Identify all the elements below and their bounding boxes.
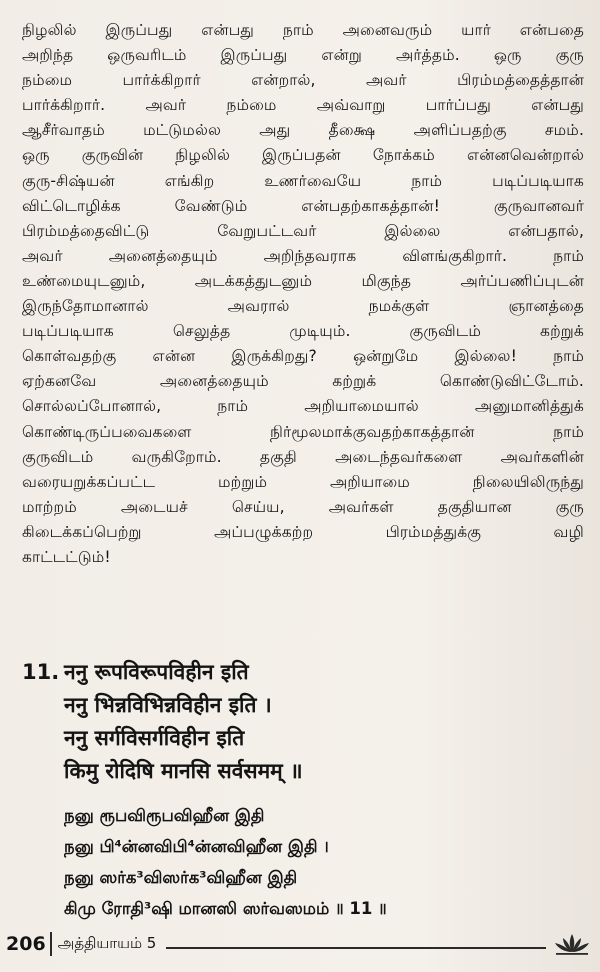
transliteration-line: நனு பி⁴ன்னவிபி⁴ன்னவிஹீன இதி । bbox=[64, 837, 329, 856]
prose-line: இருந்தோமானால் அவரால் நமக்குள் ஞானத்தை bbox=[22, 297, 584, 316]
footer-rule bbox=[166, 947, 546, 949]
verse-line bbox=[22, 722, 582, 755]
prose-line: ஆசீர்வாதம் மட்டுமல்ல அது தீக்ஷை அளிப்பதற்கு சமம். bbox=[22, 121, 584, 140]
verse-line-text: किमु रोदिषि मानसि सर्वसमम् ॥ bbox=[64, 759, 303, 783]
verse-line-text: ननु रूपविरूपविहीन इति bbox=[64, 660, 249, 684]
prose-line: ஒரு குருவின் நிழலில் இருப்பதன் நோக்கம் என்னவென்றால் bbox=[22, 146, 584, 165]
verse-line bbox=[22, 755, 582, 788]
prose-line: பார்க்கிறார். அவர் நம்மை அவ்வாறு பார்ப்பது என்பது bbox=[22, 96, 584, 115]
prose-line: பிரம்மத்தைவிட்டு வேறுபட்டவர் இல்லை என்பதால், bbox=[22, 221, 584, 240]
transliteration-line: கிமு ரோதி³ஷி மானஸி ஸர்வஸமம் ॥ 11 ॥ bbox=[64, 899, 387, 918]
tamil-transliteration bbox=[64, 800, 584, 924]
page-footer bbox=[6, 929, 594, 959]
prose-line: கொண்டிருப்பவைகளை நிர்மூலமாக்குவதற்காகத்தான் நாம் bbox=[22, 422, 584, 441]
prose-line: நிழலில் இருப்பது என்பது நாம் அனைவரும் யார் என்பதை bbox=[22, 21, 584, 39]
prose-line: குரு-சிஷ்யன் எங்கிற உணர்வையே நாம் படிப்படியாக bbox=[22, 171, 584, 190]
prose-line: நம்மை பார்க்கிறார் என்றால், அவர் பிரம்மத்தைத்தான் bbox=[22, 71, 584, 90]
prose-line: அறிந்த ஒருவரிடம் இருப்பது என்று அர்த்தம். ஒரு குரு bbox=[22, 46, 584, 65]
prose-line: அவர் அனைத்தையும் அறிந்தவராக விளங்குகிறார். நாம் bbox=[22, 246, 584, 265]
transliteration-line: நனு ஸர்க³விஸர்க³விஹீன இதி bbox=[64, 868, 298, 887]
sanskrit-verse bbox=[22, 656, 582, 788]
prose-line: ஏற்கனவே அனைத்தையும் கற்றுக் கொண்டுவிட்டோம். bbox=[22, 372, 584, 391]
chapter-label: அத்தியாயம் 5 bbox=[57, 934, 157, 952]
transliteration-line: நனு ரூபவிரூபவிஹீன இதி bbox=[64, 806, 265, 825]
verse-line-text: ननु सर्गविसर्गविहीन इति bbox=[64, 726, 245, 750]
prose-line: படிப்படியாக செலுத்த முடியும். குருவிடம் கற்றுக் bbox=[22, 322, 584, 341]
verse-line bbox=[22, 689, 582, 722]
verse-line-text: ननु भिन्नविभिन्नविहीन इति । bbox=[64, 693, 272, 717]
footer-divider bbox=[50, 932, 52, 956]
prose-line: உண்மையுடனும், அடக்கத்துடனும் மிகுந்த அர்ப்பணிப்புடன் bbox=[22, 271, 584, 290]
prose-paragraph bbox=[22, 18, 584, 570]
prose-line: கொள்வதற்கு என்ன இருக்கிறது? ஒன்றுமே இல்லை! நாம் bbox=[22, 347, 584, 366]
prose-line: குருவிடம் வருகிறோம். தகுதி அடைந்தவர்களை அவர்களின் bbox=[22, 447, 584, 466]
prose-line: கிடைக்கப்பெற்று அப்பழுக்கற்ற பிரம்மத்துக்கு வழி bbox=[22, 522, 584, 541]
lotus-icon bbox=[550, 931, 594, 957]
prose-line: வரையறுக்கப்பட்ட மற்றும் அறியாமை நிலையிலிருந்து bbox=[22, 472, 584, 491]
verse-line bbox=[22, 656, 582, 689]
prose-line: மாற்றம் அடையச் செய்ய, அவர்கள் தகுதியான குரு bbox=[22, 497, 584, 516]
verse-number: 11. bbox=[22, 660, 60, 684]
prose-line: காட்டட்டும்! bbox=[22, 547, 111, 566]
page-number: 206 bbox=[6, 933, 46, 955]
prose-line: சொல்லப்போனால், நாம் அறியாமையால் அனுமானித்துக் bbox=[22, 397, 584, 416]
prose-line: விட்டொழிக்க வேண்டும் என்பதற்காகத்தான்! குருவானவர் bbox=[22, 196, 584, 215]
